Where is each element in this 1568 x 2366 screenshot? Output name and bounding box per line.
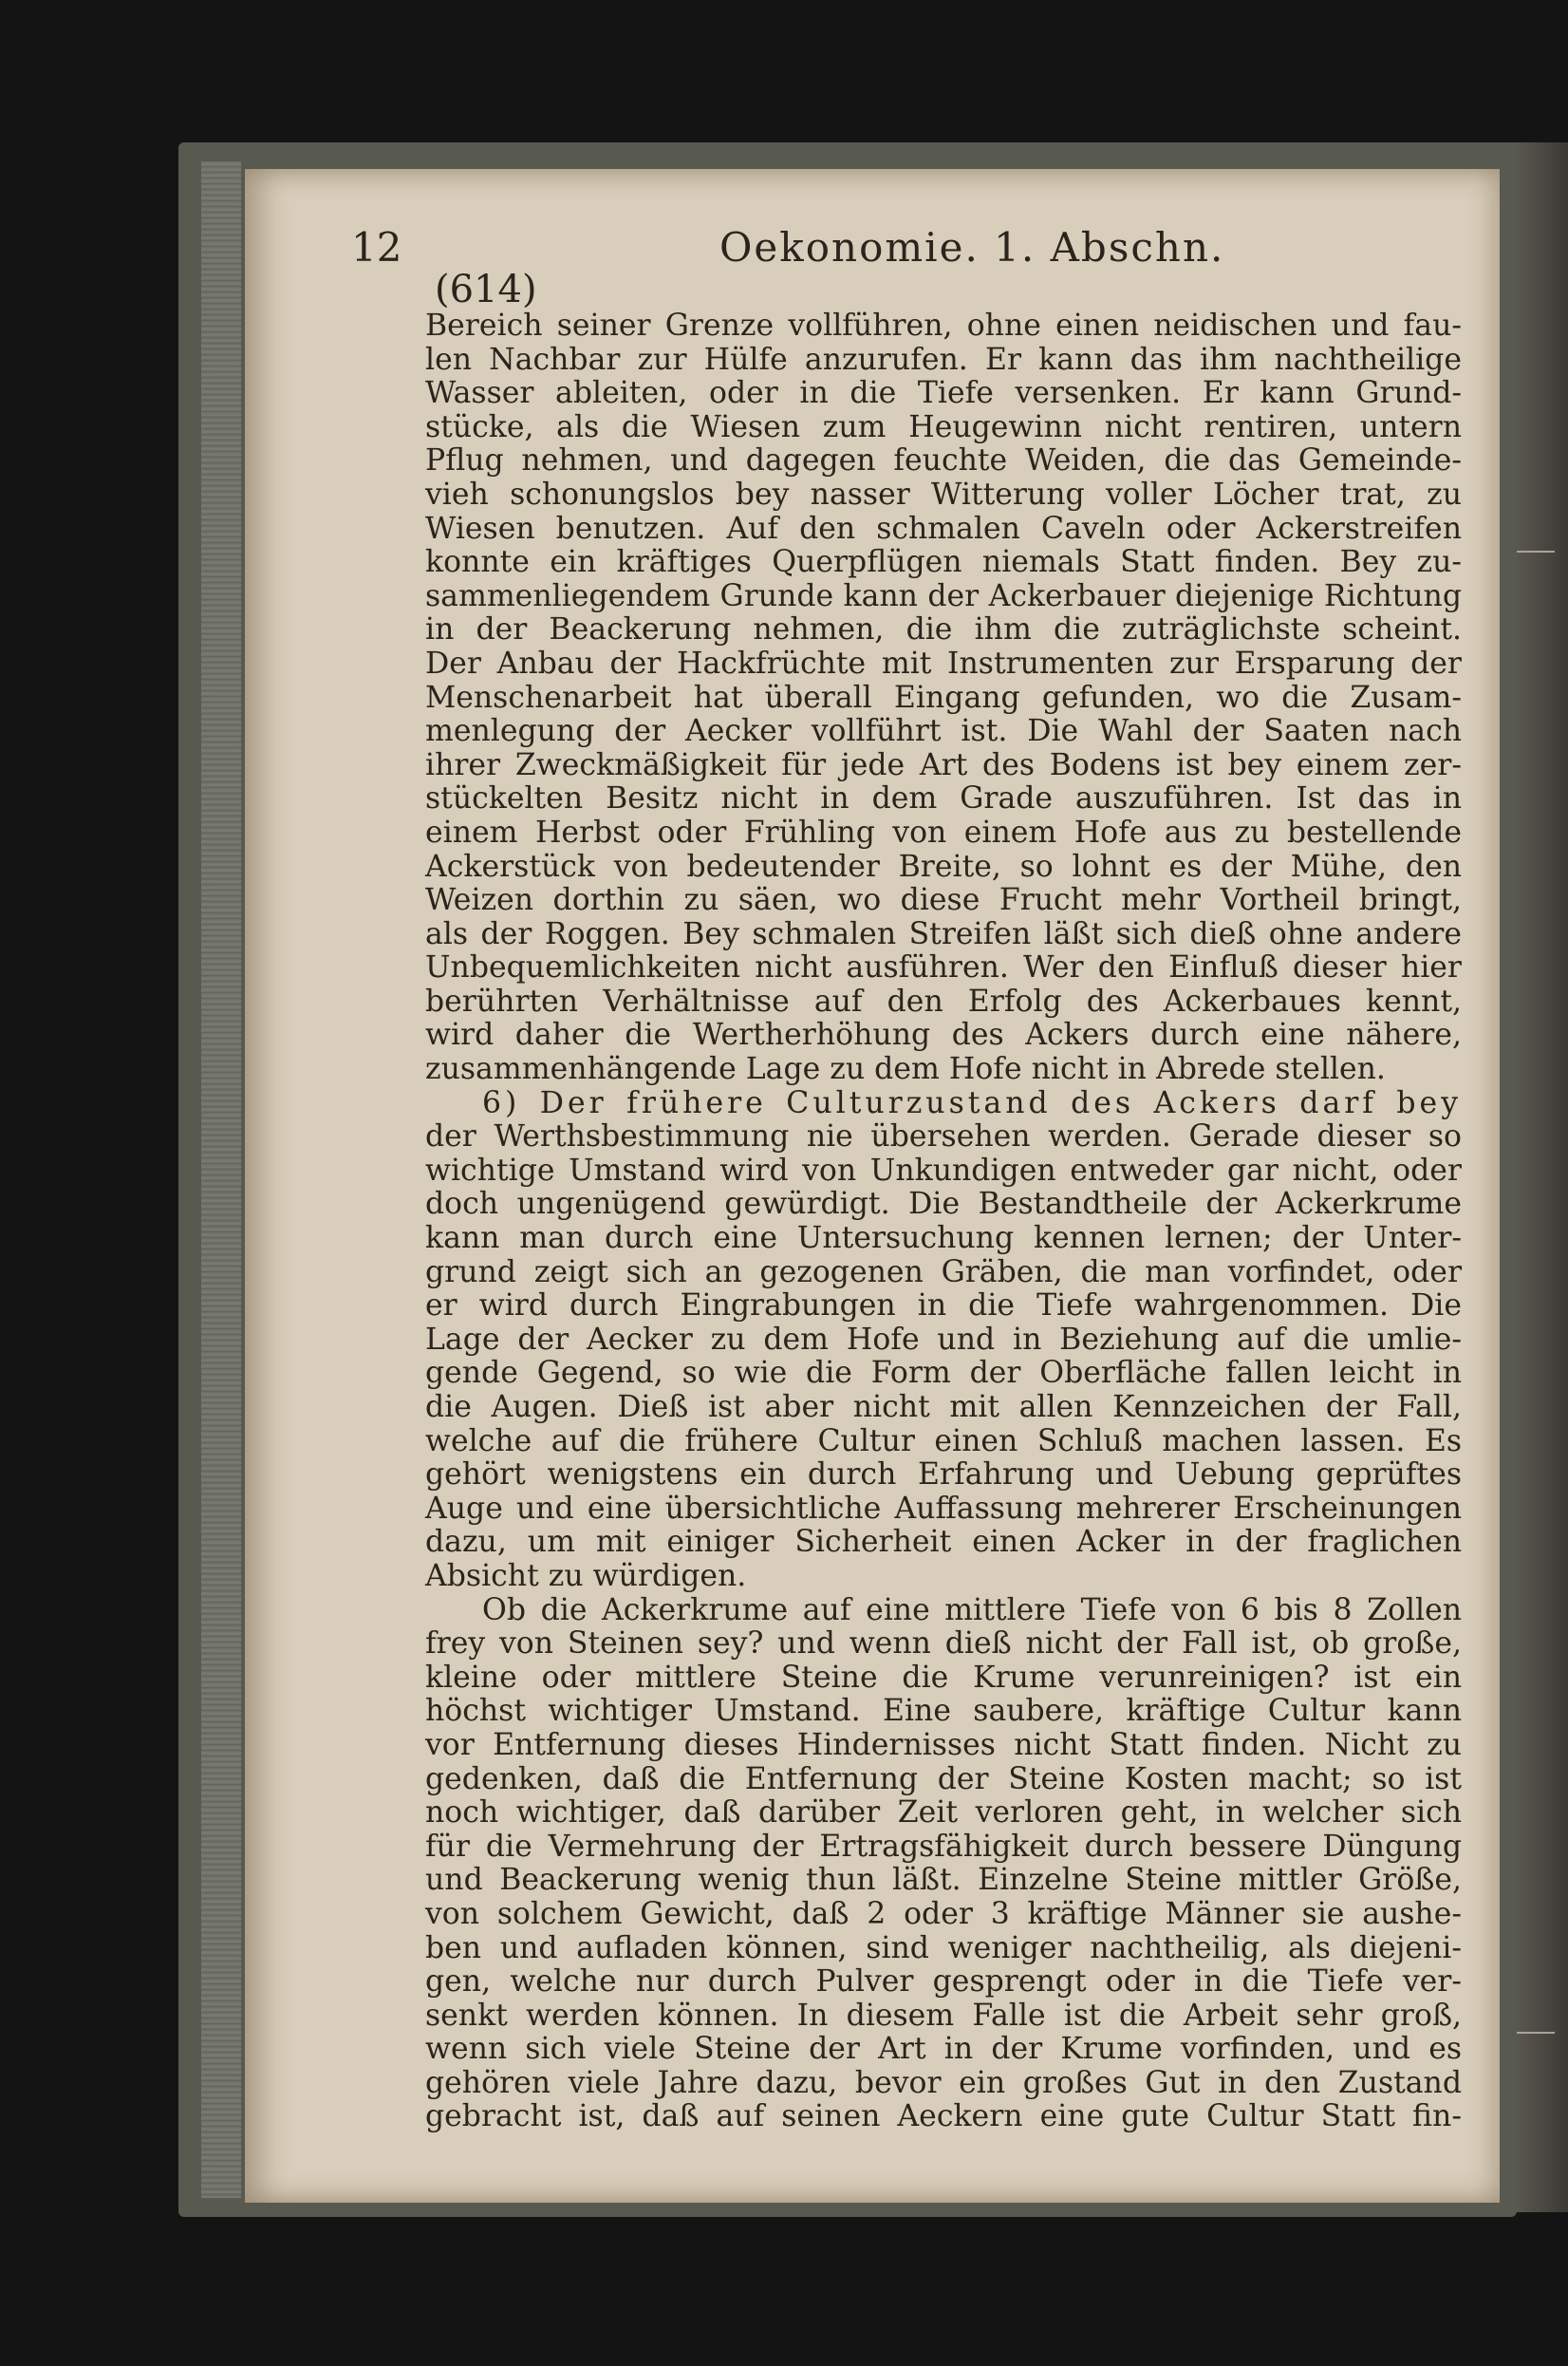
text-line: zusammenhängende Lage zu dem Hofe nicht in Abrede stellen.: [425, 1052, 1386, 1087]
text-line: einem Herbst oder Frühling von einem Hofe aus zu bestellende: [425, 815, 1462, 850]
text-line: Der Anbau der Hackfrüchte mit Instrumenten zur Ersparung der: [425, 646, 1462, 681]
text-line: Unbequemlichkeiten nicht ausführen. Wer den Einfluß dieser hier: [425, 950, 1462, 986]
text-line: noch wichtiger, daß darüber Zeit verloren geht, in welcher sich: [425, 1795, 1462, 1831]
text-line: in der Beackerung nehmen, die ihm die zuträglichste scheint.: [425, 612, 1462, 648]
text-line: gen, welche nur durch Pulver gesprengt oder in die Tiefe ver-: [425, 1964, 1462, 2000]
text-line: Wiesen benutzen. Auf den schmalen Caveln oder Ackerstreifen: [425, 511, 1462, 546]
text-line: von solchem Gewicht, daß 2 oder 3 kräftige Männer sie aushe-: [425, 1896, 1462, 1931]
body-text: [425, 310, 1462, 2134]
text-line: für die Vermehrung der Ertragsfähigkeit durch bessere Düngung: [425, 1829, 1462, 1864]
text-line: Ackerstück von bedeutender Breite, so lohnt es der Mühe, den: [425, 849, 1462, 884]
text-line: Bereich seiner Grenze vollführen, ohne einen neidischen und fau-: [425, 309, 1462, 343]
text-line: berührten Verhältnisse auf den Erfolg des Ackerbaues kennt,: [425, 984, 1462, 1019]
running-head: Oekonomie. 1. Abschn.: [719, 224, 1225, 271]
text-line: und Beackerung wenig thun läßt. Einzelne Steine mittler Größe,: [425, 1863, 1462, 1898]
book-page: [245, 169, 1500, 2203]
text-line: frey von Steinen sey? und wenn dieß nicht der Fall ist, ob große,: [425, 1626, 1462, 1662]
page-header: [245, 224, 1500, 281]
text-line: Lage der Aecker zu dem Hofe und in Beziehung auf die umlie-: [425, 1322, 1462, 1357]
text-line: Auge und eine übersichtliche Auffassung mehrerer Erscheinungen: [425, 1491, 1462, 1526]
text-line: wichtige Umstand wird von Unkundigen entweder gar nicht, oder: [425, 1153, 1462, 1188]
text-line: gehört wenigstens ein durch Erfahrung und Uebung geprüftes: [425, 1457, 1462, 1493]
text-line: menlegung der Aecker vollführt ist. Die Wahl der Saaten nach: [425, 714, 1462, 749]
text-line: er wird durch Eingrabungen in die Tiefe wahrgenommen. Die: [425, 1288, 1462, 1324]
text-line: gende Gegend, so wie die Form der Oberfläche fallen leicht in: [425, 1356, 1462, 1391]
text-line: Absicht zu würdigen.: [425, 1558, 747, 1593]
text-line: der Werthsbestimmung nie übersehen werden. Gerade dieser so: [425, 1119, 1462, 1155]
text-line: ben und aufladen können, sind weniger nachtheilig, als diejeni-: [425, 1930, 1462, 1965]
text-line: kleine oder mittlere Steine die Krume verunreinigen? ist ein: [425, 1660, 1462, 1695]
text-line: gehören viele Jahre dazu, bevor ein großes Gut in den Zustand: [425, 2065, 1462, 2100]
text-line: len Nachbar zur Hülfe anzurufen. Er kann das ihm nachtheilige: [425, 342, 1462, 377]
text-line: wenn sich viele Steine der Art in der Krume vorfinden, und es: [425, 2032, 1462, 2067]
text-line: Pflug nehmen, und dagegen feuchte Weiden, die das Gemeinde-: [425, 443, 1462, 479]
text-line: konnte ein kräftiges Querpflügen niemals Statt finden. Bey zu-: [425, 545, 1462, 580]
page-block-edge: [201, 161, 241, 2198]
text-line: die Augen. Dieß ist aber nicht mit allen Kennzeichen der Fall,: [425, 1390, 1462, 1424]
text-line: vor Entfernung dieses Hindernisses nicht Statt finden. Nicht zu: [425, 1727, 1462, 1762]
text-line: dazu, um mit einiger Sicherheit einen Acker in der fraglichen: [425, 1525, 1462, 1560]
text-line: sammenliegendem Grunde kann der Ackerbauer diejenige Richtung: [425, 578, 1462, 613]
text-line: gebracht ist, daß auf seinen Aeckern eine gute Cultur Statt fin-: [425, 2099, 1462, 2134]
text-line: stücke, als die Wiesen zum Heugewinn nicht rentiren, untern: [425, 409, 1462, 444]
text-line: Ob die Ackerkrume auf eine mittlere Tiefe von 6 bis 8 Zollen: [482, 1592, 1462, 1627]
page-number: 12: [351, 224, 402, 271]
text-line: gedenken, daß die Entfernung der Steine Kosten macht; so ist: [425, 1761, 1462, 1796]
text-line: grund zeigt sich an gezogenen Gräben, die man vorfindet, oder: [425, 1254, 1462, 1289]
text-line: doch ungenügend gewürdigt. Die Bestandtheile der Ackerkrume: [425, 1187, 1462, 1222]
text-line: Weizen dorthin zu säen, wo diese Frucht mehr Vortheil bringt,: [425, 883, 1462, 918]
text-line: Wasser ableiten, oder in die Tiefe versenken. Er kann Grund-: [425, 376, 1462, 411]
text-line: vieh schonungslos bey nasser Witterung voller Löcher trat, zu: [425, 477, 1462, 512]
signature-mark: (614): [435, 268, 537, 311]
text-line: stückelten Besitz nicht in dem Grade auszuführen. Ist das in: [425, 781, 1462, 817]
text-line: als der Roggen. Bey schmalen Streifen läßt sich dieß ohne andere: [425, 916, 1462, 951]
text-line: kann man durch eine Untersuchung kennen lernen; der Unter-: [425, 1221, 1462, 1256]
text-line: ihrer Zweckmäßigkeit für jede Art des Bodens ist bey einem zer-: [425, 747, 1462, 782]
text-line: wird daher die Wertherhöhung des Ackers durch eine nähere,: [425, 1018, 1462, 1053]
text-line: Menschenarbeit hat überall Eingang gefunden, wo die Zusam-: [425, 680, 1462, 715]
text-line: senkt werden können. In diesem Falle ist die Arbeit sehr groß,: [425, 1998, 1462, 2033]
section-heading-line: 6) Der frühere Culturzustand des Ackers darf bey: [482, 1085, 1462, 1120]
text-line: welche auf die frühere Cultur einen Schluß machen lassen. Es: [425, 1423, 1462, 1458]
text-line: höchst wichtiger Umstand. Eine saubere, kräftige Cultur kann: [425, 1694, 1462, 1729]
